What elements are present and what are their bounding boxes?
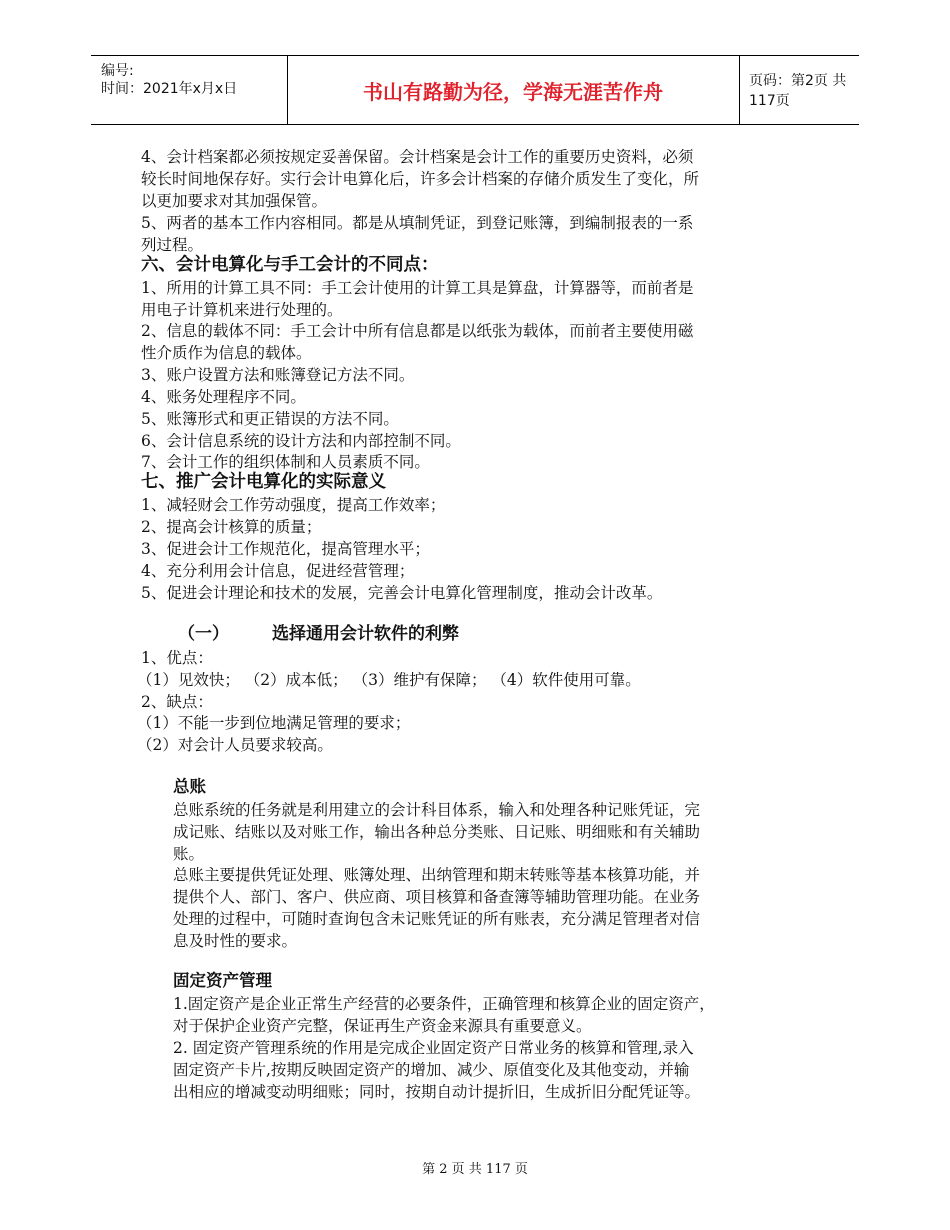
paragraph-line: （1）见效快； （2）成本低； （3）维护有保障； （4）软件使用可靠。 [137,671,641,689]
header-page-info: 页码：第2页 共117页 [749,73,847,109]
paragraph-line: 5、促进会计理论和技术的发展，完善会计电算化管理制度，推动会计改革。 [141,584,663,602]
subsection-number: （一） [178,624,229,644]
paragraph-line: 7、会计工作的组织体制和人员素质不同。 [141,453,430,471]
paragraph-line: 2. 固定资产管理系统的作用是完成企业固定资产日常业务的核算和管理,录入 [173,1039,694,1057]
section-heading-6: 六、会计电算化与手工会计的不同点： [141,255,439,275]
paragraph-line: 出相应的增减变动明细账；同时，按期自动计提折旧，生成折旧分配凭证等。 [173,1083,701,1101]
heading-general-ledger: 总账 [173,777,206,796]
paragraph-line: 对于保护企业资产完整，保证再生产资金来源具有重要意义。 [173,1017,592,1035]
paragraph-line: 1、所用的计算工具不同：手工会计使用的计算工具是算盘，计算器等，而前者是 [141,279,694,297]
paragraph-line: 2、信息的载体不同：手工会计中所有信息都是以纸张为载体，而前者主要使用磁 [141,322,694,340]
heading-fixed-assets: 固定资产管理 [173,971,272,990]
paragraph-line: （2）对会计人员要求较高。 [137,736,333,754]
subsection-title: 选择通用会计软件的利弊 [272,624,459,644]
header-meta [91,56,288,124]
paragraph-line: 5、账簿形式和更正错误的方法不同。 [141,410,399,428]
paragraph-line: 用电子计算机来进行处理的。 [141,301,343,319]
paragraph-line: 固定资产卡片,按期反映固定资产的增加、减少、原值变化及其他变动，并输 [173,1061,690,1079]
paragraph-line: （1）不能一步到位地满足管理的要求； [137,714,411,732]
paragraph-line: 息及时性的要求。 [173,932,298,950]
paragraph-line: 列过程。 [141,236,204,254]
header-motto: 书山有路勤为径，学海无涯苦作舟 [287,56,740,124]
section-heading-7: 七、推广会计电算化的实际意义 [141,472,386,492]
paragraph-line: 3、促进会计工作规范化，提高管理水平； [141,540,430,558]
paragraph-line: 1、优点： [141,649,213,667]
paragraph-line: 账。 [173,845,205,863]
paragraph-line: 2、缺点： [141,693,213,711]
number-label: 编号: [101,63,134,79]
paragraph-line: 4、账务处理程序不同。 [141,388,306,406]
paragraph-line: 处理的过程中，可随时查询包含未记账凭证的所有账表，充分满足管理者对信 [173,910,701,928]
paragraph-line: 2、提高会计核算的质量； [141,518,322,536]
paragraph-line: 5、两者的基本工作内容相同。都是从填制凭证，到登记账簿，到编制报表的一系 [141,214,694,232]
paragraph-line: 以更加要求对其加强保管。 [141,192,328,210]
time-label: 时间：2021年x月x日 [101,81,238,97]
paragraph-line: 成记账、结账以及对账工作，输出各种总分类账、日记账、明细账和有关辅助 [173,823,701,841]
paragraph-line: 4、会计档案都必须按规定妥善保留。会计档案是会计工作的重要历史资料，必须 [141,148,694,166]
page-footer: 第 2 页 共 117 页 [422,1162,528,1177]
paragraph-line: 总账主要提供凭证处理、账簿处理、出纳管理和期末转账等基本核算功能，并 [173,866,701,884]
paragraph-line: 提供个人、部门、客户、供应商、项目核算和备查簿等辅助管理功能。在业务 [173,888,701,906]
paragraph-line: 总账系统的任务就是利用建立的会计科目体系，输入和处理各种记账凭证，完 [173,801,701,819]
paragraph-line: 3、账户设置方法和账簿登记方法不同。 [141,366,415,384]
paragraph-line: 4、充分利用会计信息，促进经营管理； [141,562,415,580]
paragraph-line: 较长时间地保存好。实行会计电算化后，许多会计档案的存储介质发生了变化，所 [141,170,700,188]
paragraph-line: 1、减轻财会工作劳动强度，提高工作效率； [141,496,446,514]
paragraph-line: 6、会计信息系统的设计方法和内部控制不同。 [141,432,461,450]
page-header [91,55,859,125]
paragraph-line: 1.固定资产是企业正常生产经营的必要条件，正确管理和核算企业的固定资产， [173,995,715,1013]
paragraph-line: 性介质作为信息的载体。 [141,344,312,362]
